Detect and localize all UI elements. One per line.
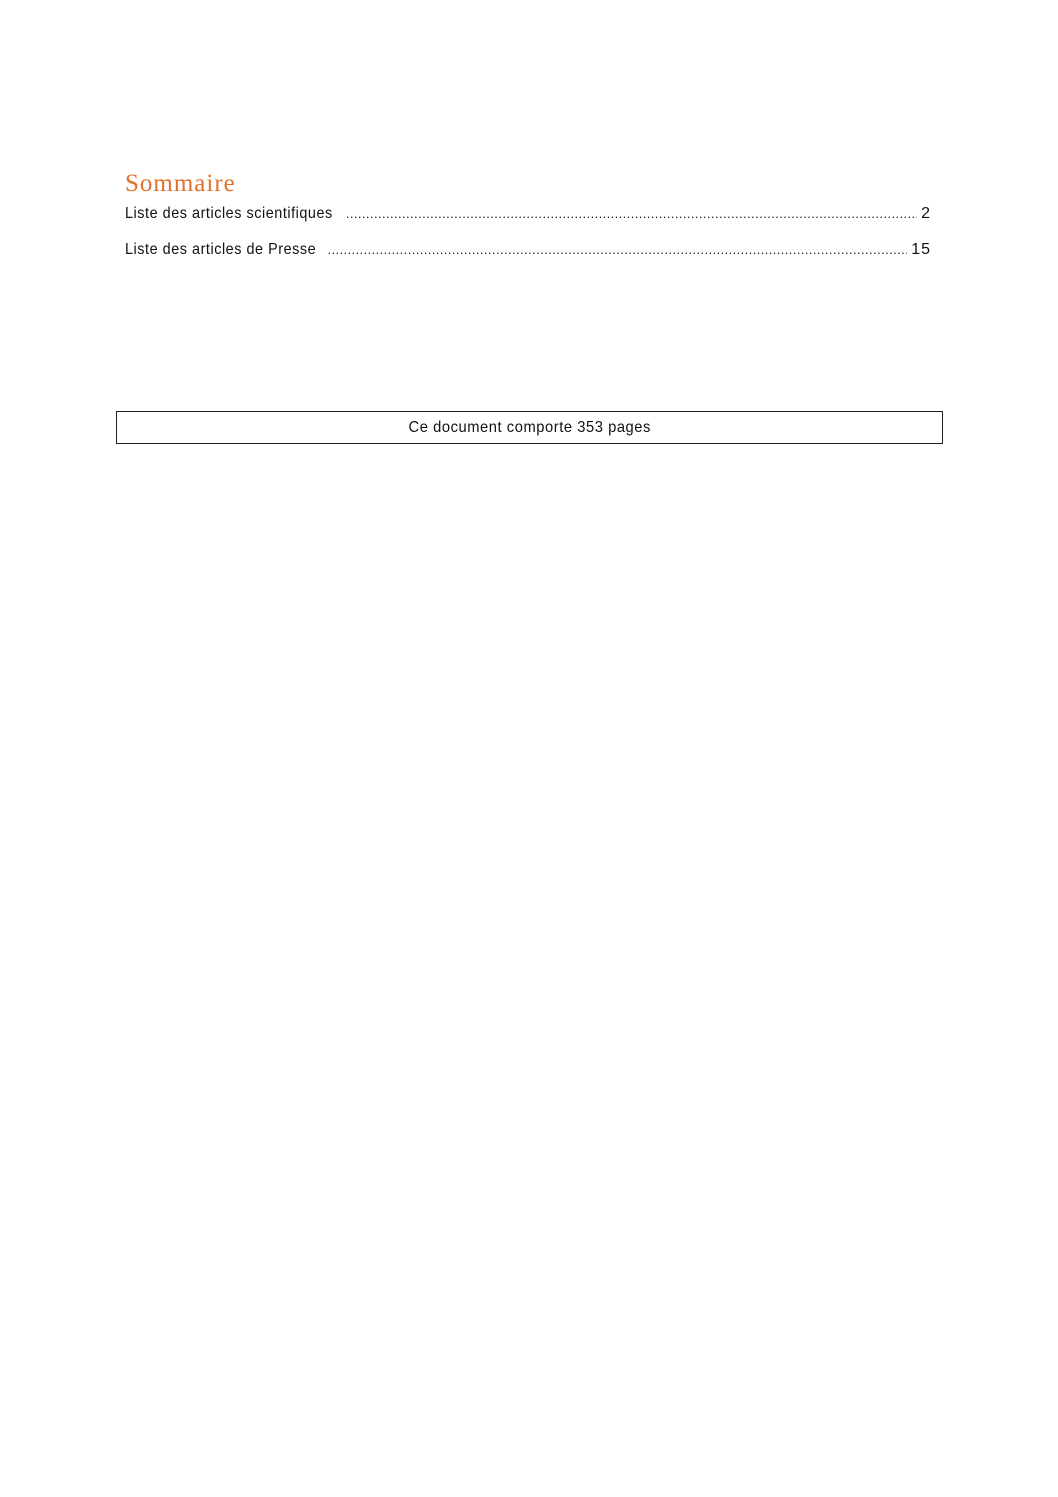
toc-entry-label: Liste des articles scientifiques bbox=[125, 205, 333, 222]
toc-entry-page-number: 2 bbox=[921, 205, 931, 222]
toc-entry-page-number: 15 bbox=[911, 241, 931, 258]
page-count-note: Ce document comporte 353 pages bbox=[408, 418, 651, 436]
page-count-box bbox=[116, 411, 943, 444]
toc-dot-leader bbox=[327, 238, 907, 262]
toc-entry-press-articles[interactable] bbox=[125, 238, 931, 274]
toc-title: Sommaire bbox=[125, 170, 236, 197]
toc-entry-label: Liste des articles de Presse bbox=[125, 241, 317, 258]
toc-dot-leader bbox=[346, 202, 917, 226]
table-of-contents bbox=[125, 202, 931, 274]
toc-entry-scientific-articles[interactable] bbox=[125, 202, 931, 238]
